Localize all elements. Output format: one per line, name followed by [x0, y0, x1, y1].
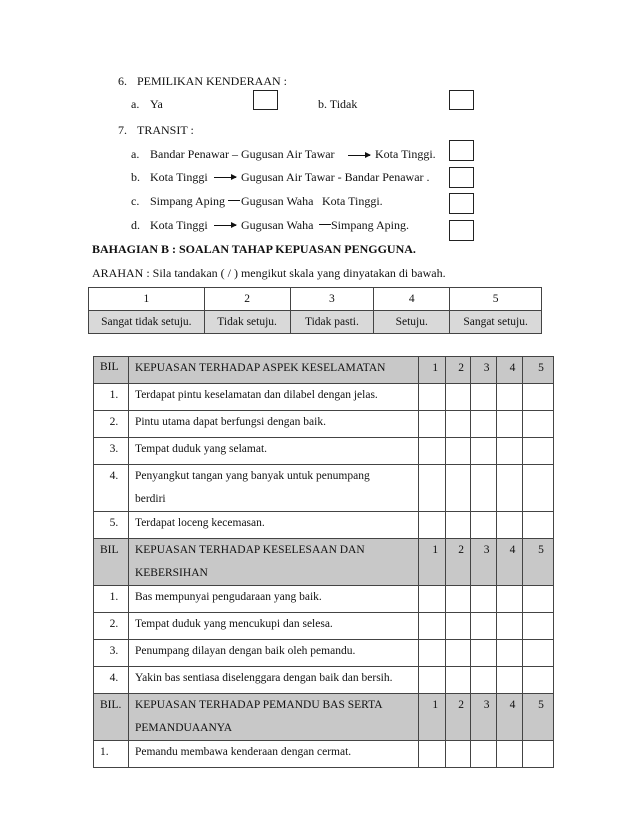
rating-cell[interactable]	[497, 741, 523, 768]
item-number: 2.	[94, 411, 129, 438]
rating-cell[interactable]	[419, 438, 446, 465]
rating-cell[interactable]	[523, 411, 554, 438]
rating-cell[interactable]	[419, 667, 446, 694]
rating-cell[interactable]	[419, 640, 446, 667]
rating-cell[interactable]	[523, 384, 554, 411]
rating-cell[interactable]	[523, 613, 554, 640]
table-row	[94, 465, 554, 512]
q7-c-letter: c.	[131, 194, 140, 208]
rating-cell[interactable]	[446, 640, 471, 667]
rating-cell[interactable]	[497, 465, 523, 512]
scale-label: Tidak setuju.	[204, 311, 290, 334]
arrow-right-icon	[214, 177, 236, 178]
table-row	[94, 512, 554, 539]
table-row	[94, 438, 554, 465]
q7-d-letter: d.	[131, 218, 140, 232]
q7-a-letter: a.	[131, 147, 140, 161]
rating-cell[interactable]	[523, 465, 554, 512]
item-text: Terdapat loceng kecemasan.	[128, 512, 418, 539]
group-header-row	[94, 694, 554, 741]
rating-header: 2	[446, 694, 471, 741]
rating-cell[interactable]	[471, 512, 497, 539]
q7-b-to: Gugusan Air Tawar - Bandar Penawar .	[241, 170, 430, 184]
rating-header: 4	[497, 539, 523, 586]
q7-c-mid: Gugusan Waha	[241, 194, 314, 208]
rating-header: 4	[497, 694, 523, 741]
bil-header: BIL.	[94, 694, 129, 741]
rating-cell[interactable]	[446, 741, 471, 768]
q6-option-b-text: b. Tidak	[318, 97, 358, 111]
rating-cell[interactable]	[497, 613, 523, 640]
rating-header: 2	[446, 357, 471, 384]
scale-number: 2	[204, 288, 290, 311]
group-header-row	[94, 357, 554, 384]
rating-header: 3	[471, 694, 497, 741]
scale-number: 3	[290, 288, 374, 311]
rating-cell[interactable]	[497, 640, 523, 667]
connector-line	[319, 224, 331, 225]
group-header-row	[94, 539, 554, 586]
group-title-line: KEPUASAN TERHADAP KESELESAAN DAN	[134, 544, 365, 556]
item-number: 1.	[94, 384, 129, 411]
table-row	[94, 741, 554, 768]
q7-d-from: Kota Tinggi	[150, 218, 208, 232]
q6-option-a-text: Ya	[150, 97, 163, 111]
item-text: Terdapat pintu keselamatan dan dilabel dengan jelas.	[128, 384, 418, 411]
item-number: 5.	[94, 512, 129, 539]
rating-cell[interactable]	[471, 667, 497, 694]
scale-label: Sangat setuju.	[450, 311, 542, 334]
rating-header: 3	[471, 539, 497, 586]
table-row	[94, 384, 554, 411]
rating-cell[interactable]	[471, 741, 497, 768]
q7-b-letter: b.	[131, 170, 140, 184]
item-text	[128, 465, 418, 512]
table-row	[94, 586, 554, 613]
rating-header: 5	[523, 357, 554, 384]
item-text: Tempat duduk yang selamat.	[128, 438, 418, 465]
rating-cell[interactable]	[446, 586, 471, 613]
rating-cell[interactable]	[446, 512, 471, 539]
rating-header: 3	[471, 357, 497, 384]
q7-c-from: Simpang Aping	[150, 194, 226, 208]
rating-cell[interactable]	[419, 741, 446, 768]
scale-number-row	[89, 288, 542, 311]
scale-label: Setuju.	[374, 311, 450, 334]
item-text-line: Penyangkut tangan yang banyak untuk penumpang	[134, 470, 370, 482]
q7-c-checkbox[interactable]	[449, 193, 474, 214]
group-title	[128, 694, 418, 741]
connector-line	[228, 200, 240, 201]
q7-number: 7.	[118, 123, 127, 137]
arrow-right-icon	[214, 225, 236, 226]
scale-number: 4	[374, 288, 450, 311]
bil-header: BIL	[94, 539, 129, 586]
rating-cell[interactable]	[497, 667, 523, 694]
group-title-line: PEMANDUAANYA	[134, 722, 233, 734]
rating-cell[interactable]	[523, 640, 554, 667]
q7-a-checkbox[interactable]	[449, 140, 474, 161]
rating-cell[interactable]	[471, 465, 497, 512]
q6-title: PEMILIKAN KENDERAAN :	[137, 74, 287, 88]
group-title-line: KEBERSIHAN	[134, 567, 208, 579]
rating-header: 5	[523, 694, 554, 741]
q7-d-checkbox[interactable]	[449, 220, 474, 241]
rating-cell[interactable]	[497, 384, 523, 411]
q6-option-b-checkbox[interactable]	[449, 90, 474, 110]
rating-header: 2	[446, 539, 471, 586]
scale-label: Tidak pasti.	[290, 311, 374, 334]
rating-cell[interactable]	[471, 586, 497, 613]
rating-cell[interactable]	[497, 586, 523, 613]
scale-label-row	[89, 311, 542, 334]
scale-number: 1	[89, 288, 205, 311]
rating-cell[interactable]	[419, 586, 446, 613]
section-b-heading: BAHAGIAN B : SOALAN TAHAP KEPUASAN PENGGUNA.	[92, 242, 416, 256]
item-text: Tempat duduk yang mencukupi dan selesa.	[128, 613, 418, 640]
q7-a-from: Bandar Penawar – Gugusan Air Tawar	[150, 147, 335, 161]
rating-cell[interactable]	[497, 411, 523, 438]
group-title: KEPUASAN TERHADAP ASPEK KESELAMATAN	[128, 357, 418, 384]
item-number: 3.	[94, 438, 129, 465]
item-number: 1.	[94, 586, 129, 613]
rating-cell[interactable]	[523, 438, 554, 465]
scale-label: Sangat tidak setuju.	[89, 311, 205, 334]
rating-cell[interactable]	[419, 465, 446, 512]
item-text-line: berdiri	[134, 493, 166, 505]
q7-a-to: Kota Tinggi.	[375, 147, 436, 161]
rating-header: 1	[419, 539, 446, 586]
rating-header: 1	[419, 694, 446, 741]
rating-header: 4	[497, 357, 523, 384]
item-text: Yakin bas sentiasa diselenggara dengan baik dan bersih.	[128, 667, 418, 694]
section-b-instruction: ARAHAN : Sila tandakan ( / ) mengikut skala yang dinyatakan di bawah.	[92, 266, 446, 280]
rating-header: 1	[419, 357, 446, 384]
rating-cell[interactable]	[446, 438, 471, 465]
rating-cell[interactable]	[446, 613, 471, 640]
q7-c-to: Kota Tinggi.	[322, 194, 383, 208]
rating-cell[interactable]	[471, 384, 497, 411]
scale-number: 5	[450, 288, 542, 311]
rating-cell[interactable]	[446, 411, 471, 438]
item-number: 3.	[94, 640, 129, 667]
table-row	[94, 411, 554, 438]
q7-d-to: Simpang Aping.	[331, 218, 410, 232]
rating-cell[interactable]	[446, 667, 471, 694]
rating-cell[interactable]	[523, 512, 554, 539]
q6-option-a-checkbox[interactable]	[253, 90, 278, 110]
item-number: 2.	[94, 613, 129, 640]
q6-number: 6.	[118, 74, 127, 88]
rating-cell[interactable]	[471, 640, 497, 667]
rating-cell[interactable]	[419, 411, 446, 438]
rating-cell[interactable]	[523, 586, 554, 613]
rating-header: 5	[523, 539, 554, 586]
q7-b-checkbox[interactable]	[449, 167, 474, 188]
scale-table	[88, 287, 542, 334]
rating-cell[interactable]	[471, 411, 497, 438]
bil-header: BIL	[94, 357, 129, 384]
rating-cell[interactable]	[446, 465, 471, 512]
table-row	[94, 613, 554, 640]
group-title-line: KEPUASAN TERHADAP PEMANDU BAS SERTA	[134, 699, 383, 711]
rating-cell[interactable]	[523, 741, 554, 768]
table-row	[94, 640, 554, 667]
rating-cell[interactable]	[471, 613, 497, 640]
q7-title: TRANSIT :	[137, 123, 194, 137]
arrow-right-icon	[348, 155, 370, 156]
item-number: 1.	[94, 741, 129, 768]
item-text: Bas mempunyai pengudaraan yang baik.	[128, 586, 418, 613]
item-number: 4.	[94, 667, 129, 694]
rating-cell[interactable]	[471, 438, 497, 465]
rating-cell[interactable]	[446, 384, 471, 411]
survey-table	[93, 356, 554, 768]
group-title	[128, 539, 418, 586]
item-number: 4.	[94, 465, 129, 512]
rating-cell[interactable]	[419, 613, 446, 640]
item-text: Pemandu membawa kenderaan dengan cermat.	[128, 741, 418, 768]
rating-cell[interactable]	[497, 438, 523, 465]
q7-b-from: Kota Tinggi	[150, 170, 208, 184]
item-text: Pintu utama dapat berfungsi dengan baik.	[128, 411, 418, 438]
q6-option-a-letter: a.	[131, 97, 140, 111]
rating-cell[interactable]	[497, 512, 523, 539]
rating-cell[interactable]	[419, 384, 446, 411]
table-row	[94, 667, 554, 694]
rating-cell[interactable]	[419, 512, 446, 539]
item-text: Penumpang dilayan dengan baik oleh pemandu.	[128, 640, 418, 667]
rating-cell[interactable]	[523, 667, 554, 694]
q7-d-mid: Gugusan Waha	[241, 218, 314, 232]
